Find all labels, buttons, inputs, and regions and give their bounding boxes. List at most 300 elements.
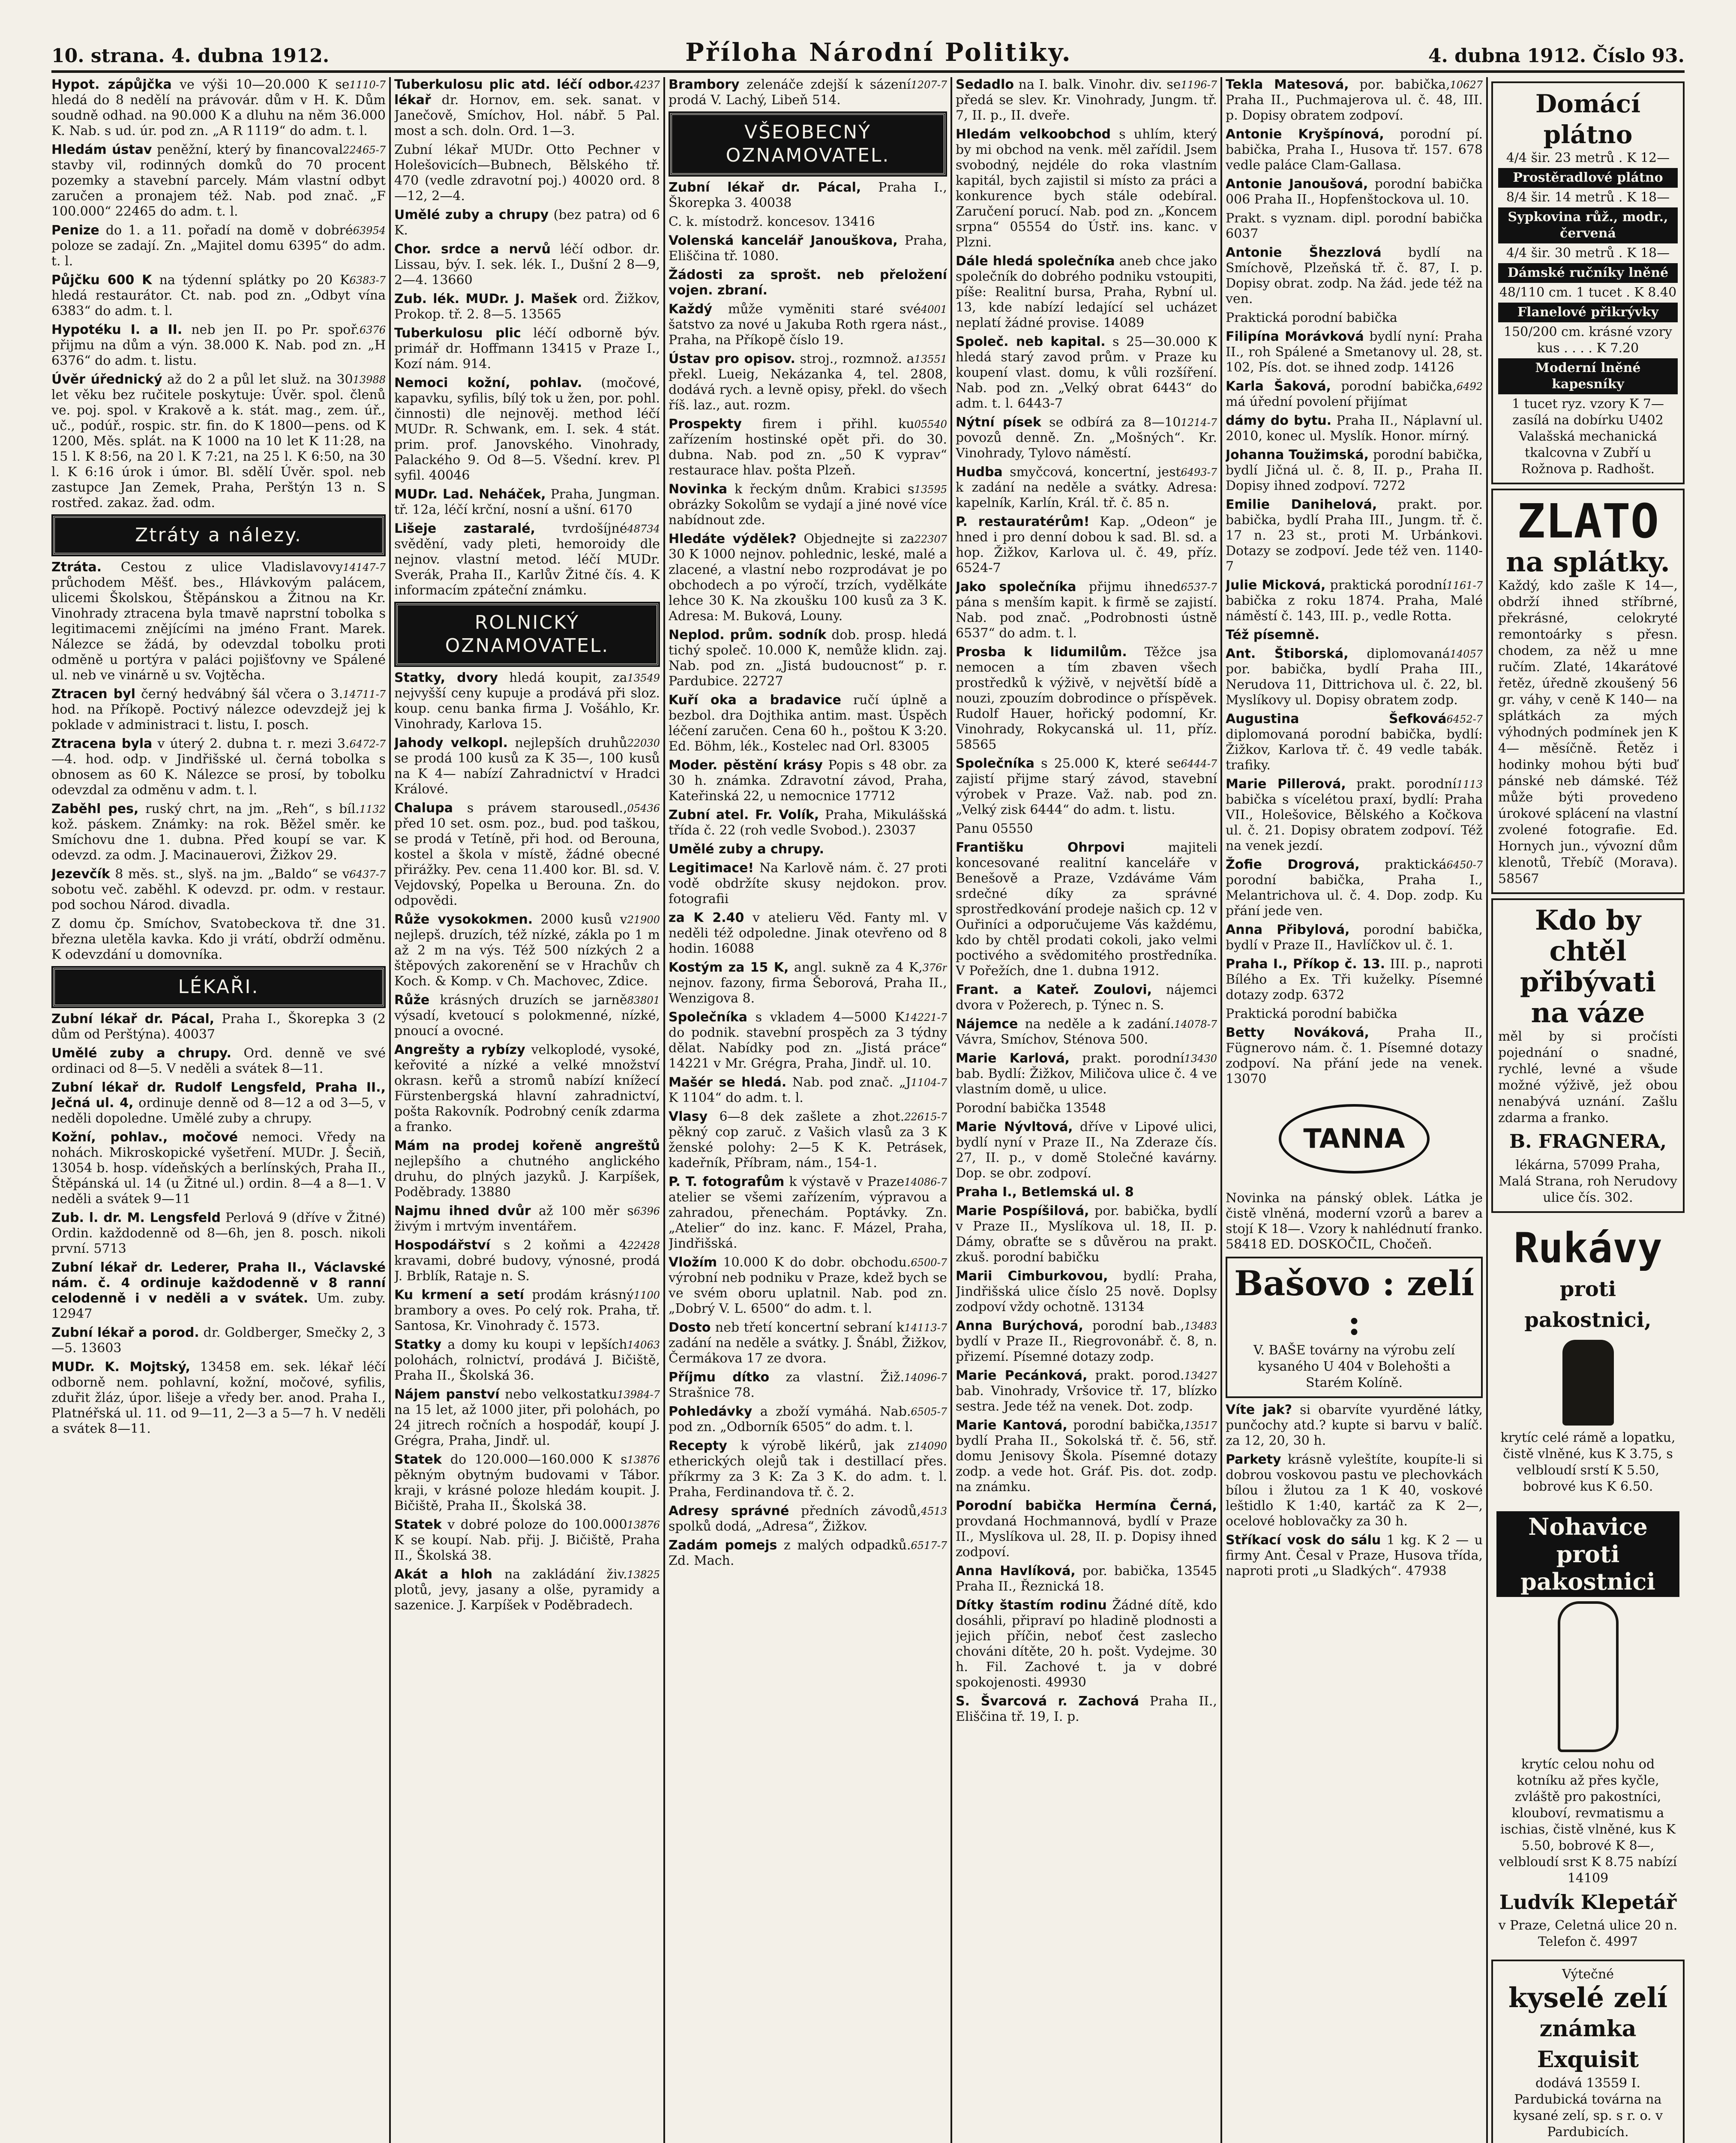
ad-code: 6500-7: [911, 1257, 947, 1269]
classified-ad: [51, 687, 386, 733]
ad-headline: S. Švarcová r. Zachová: [956, 1694, 1139, 1709]
issue-date-number: 4. dubna 1912. Číslo 93.: [1428, 45, 1685, 67]
ad-domaci-platno: [1491, 81, 1685, 484]
ad-body: porodní babička, má úřední povolení přijímat: [1226, 379, 1457, 409]
ad-body: s vkladem 4—5000 K do podnik. stavební prospěch za 3 týdny dělat. Nabídky pod zn. „Jistá práce“ 14221 v Mr. Grégra, Praha, Jindř. ul. 10.: [669, 1010, 947, 1071]
ad-headline: Najmu ihned dvůr: [394, 1204, 531, 1219]
classified-ad: [51, 77, 386, 139]
classified-ad: [669, 758, 947, 804]
ad-code: 13430: [1184, 1053, 1217, 1065]
page-number-date: 10. strana. 4. dubna 1912.: [51, 45, 330, 67]
ad-body: v dobré poloze do 100.000 K se koupí. Nab. přij. J. Bičiště, Praha II., Školská 38.: [394, 1517, 660, 1563]
ad-subtitle: proti pakostnici,: [1524, 1277, 1652, 1332]
classified-ad: [1226, 578, 1483, 624]
classified-ad: [669, 693, 947, 754]
ad-headline: Statky: [394, 1337, 442, 1352]
section-heading-rolnicky: ROLNICKÝ OZNAMOVATEL.: [396, 603, 658, 665]
ad-body: léčí odbor. dr. Lissau, býv. I. sek. lék. I., Dušní 2 8—9, 2—4. 13660: [394, 242, 660, 288]
classified-ad: [669, 1255, 947, 1317]
ad-headline: Úvěr úřednický: [51, 372, 162, 387]
ad-body: neb třetí koncertní sebraní k zadání na neděle a svátky. J. Šnábl, Žižkov, Čermákova 17 ze dvora.: [669, 1320, 947, 1366]
classified-ad: [394, 207, 660, 238]
ad-headline: Praha I., Betlemská ul. 8: [956, 1185, 1134, 1200]
ad-line: Prostěradlové plátno: [1498, 168, 1678, 188]
classified-ad: [394, 1204, 660, 1234]
ad-headline: Betty Nováková,: [1226, 1025, 1370, 1040]
ad-code: 13825: [627, 1569, 660, 1581]
classified-ad: [51, 1011, 386, 1042]
ad-headline: Ztracena byla: [51, 736, 153, 751]
classified-ad: [1226, 310, 1483, 326]
classified-ad: [956, 840, 1217, 979]
ad-code: 14086-7: [904, 1176, 947, 1188]
ad-headline: Hledáte výdělek?: [669, 531, 797, 546]
ad-text: dodává 13559 I. Pardubická továrna na kysané zelí, sp. s r. o. v Pardubicích.: [1513, 2076, 1663, 2140]
ad-headline: Karla Šaková,: [1226, 379, 1331, 394]
ad-headline: Angrešty a rybízy: [394, 1042, 525, 1057]
ad-headline: Ztráta.: [51, 560, 102, 575]
classified-ad: [1226, 211, 1483, 242]
ad-code: 21900: [627, 914, 660, 926]
ad-body: Praha II., Náplavní ul. 2010, konec ul. Myslík. Honor. mírný.: [1226, 413, 1483, 444]
classified-ad: [956, 1051, 1217, 1097]
ad-headline: Porodní babička Hermína Černá,: [956, 1498, 1217, 1513]
ad-headline: Novinka: [669, 482, 728, 497]
ad-line: zasílá na dobírku U402: [1512, 413, 1664, 428]
ad-headline: Nemoci kožní, pohlav.: [394, 375, 582, 390]
ad-title: Rukávy: [1514, 1224, 1662, 1272]
ad-body: porodní babička, bydlí Praha II., Sokolská tř. č. 56, stř. domu Jenisovy Škola. Písemné dotazy zodp. a vede hot. Gráf. Pis. dot. zodp. na známku.: [956, 1418, 1217, 1495]
ad-headline: dámy do bytu.: [1226, 413, 1332, 428]
ad-body: Praha, Eliščina tř. 1080.: [669, 233, 947, 264]
column-1: [51, 77, 386, 2143]
classified-ad: [956, 1101, 1217, 1116]
classified-ad: [394, 993, 660, 1039]
ad-code: 6450-7: [1446, 859, 1483, 871]
classified-ad: [394, 1337, 660, 1384]
ad-headline: Statek: [394, 1452, 442, 1467]
ad-body: dr. Hornov, em. sek. sanat. v Janečově, Smíchov, Hol. nábř. 5 Pal. most a sch. doln. Ord. 1—3.: [394, 93, 660, 138]
ad-code: 14057: [1450, 648, 1483, 660]
ad-headline: Marii Cimburkovou,: [956, 1269, 1108, 1284]
classified-ad: [51, 1325, 386, 1356]
classified-ad: [394, 77, 660, 139]
ad-code: 22030: [627, 737, 660, 749]
ad-headline: Společ. neb kapital.: [956, 334, 1106, 349]
classified-ad: [669, 233, 947, 264]
ad-body: Praha I., Škorepka 3. 40038: [669, 180, 947, 210]
ad-body: prakt. por. babička, bydlí Praha III., Jungm. tř. č. 17 n. 23 st., proti M. Urbánkovi. Dotazy se zodpoví. Jede též ven. 1140-7: [1226, 497, 1483, 574]
classified-ad: [1226, 1402, 1483, 1449]
ad-title: kyselé zelí: [1508, 1982, 1668, 2014]
classified-ad: [669, 531, 947, 624]
classified-ad: [669, 1010, 947, 1072]
ad-body: s 25—30.000 K hledá starý zavod prům. v Praze ku koupení vlast. domu, k vůli rozšíření. Nab. pod zn. „Velký obrat 6443“ do adm. t. l. 6443-7: [956, 334, 1217, 411]
ad-headline: Zub. l. dr. M. Lengsfeld: [51, 1210, 221, 1225]
ad-code: 13876: [627, 1519, 660, 1531]
ad-code: 14090: [914, 1440, 947, 1452]
ad-text: krytíc celé rámě a lopatku, čistě vlněné, kus K 3.75, s velbloudí srstí K 5.50, bobrové kus K 6.50.: [1500, 1430, 1676, 1494]
classified-ad: [669, 180, 947, 211]
classified-ad: [956, 821, 1217, 837]
classified-ad: [394, 801, 660, 909]
ad-body: nejlepšího a chutného anglického druhu, do plných jazyků. J. Karpíšek, Poděbrady. 13880: [394, 1154, 660, 1200]
column-divider: [1486, 77, 1488, 2143]
classified-ad: [1226, 177, 1483, 207]
ad-body: na neděle a k zadání. Vávra, Smíchov, Sténova 500.: [956, 1017, 1175, 1047]
ad-code: 13551: [914, 353, 947, 365]
ad-headline: Nájem panství: [394, 1387, 500, 1402]
classified-ad: [669, 1174, 947, 1252]
ad-headline: Jako společníka: [956, 579, 1076, 594]
ad-headline: Sedadlo: [956, 77, 1014, 92]
ad-headline: Kuří oka a bradavice: [669, 693, 841, 708]
classified-ad: [394, 142, 660, 204]
ad-body: Praha II., Fügnerovo nám. č. 1. Písemné dotazy zodpoví. Na přání jede na venek. 13070: [1226, 1025, 1483, 1087]
ad-code: 83801: [627, 994, 660, 1006]
ad-body: k výstavě v Praze atelier se všemi zařízením, výpravou a zahradou, přenechám. Poptávky. Zn. „Atelier“ do inz. kanc. F. Mázel, Praha, Jindřišská.: [669, 1174, 947, 1251]
classified-ad: [394, 326, 660, 372]
ad-firm: B. FRAGNERA,: [1509, 1131, 1667, 1153]
classified-ad: [669, 1075, 947, 1106]
ad-body: Žádné dítě, kdo dosáhli, připraví po hladině plodnosti a jejich příčin, neboť čest zaslecho chováni dítěte, 20 h. pošt. Vydejme. 30 h. Fil. Zachové t. ja v dobré spokojenosti. 49930: [956, 1598, 1217, 1690]
ad-code: 14063: [627, 1339, 660, 1351]
ad-body: ord. Žižkov, Prokop. tř. 2. 8—5. 13565: [394, 291, 660, 322]
ad-code: 14096-7: [904, 1372, 947, 1384]
classified-ad: [394, 242, 660, 288]
classified-ad: [51, 1046, 386, 1077]
ad-body: Nab. pod znač. „J K 1104“ do adm. t. l.: [669, 1075, 911, 1105]
ad-headline: Dosto: [669, 1320, 711, 1335]
ad-code: 13483: [1184, 1320, 1217, 1332]
classified-ad: [956, 415, 1217, 461]
ad-headline: Lišeje zastaralé,: [394, 521, 535, 536]
ad-headline: Chor. srdce a nervů: [394, 242, 551, 257]
ad-headline: Anna Burýchová,: [956, 1318, 1083, 1333]
classified-ad: [956, 1318, 1217, 1365]
ad-headline: Anna Přibylová,: [1226, 922, 1350, 937]
ad-body: až do 2 a půl let služ. na 30 let věku bez ručitele poskytuje: Úvěr. spol. členů ve. poj. spol. v Krakově a k. stát. mag., zem. úř., uč., podúř., rospic. str. fin. do K 1800—pens. od K 1200, Měs. splát. na K 1000 na 10 let K 11:28, na 15 l. K 8:56, na 20 l. K 7:21, na 25 l. K 6:50, na 30 l. K 6:16 úrok i úmor. Bl. sdělí Úvěr. spol. neb zastupce Jan Zemek, Praha, Perštýn 13 n. S rostřed. zakaz. žad. odm.: [51, 372, 386, 510]
ad-headline: Ztracen byl: [51, 687, 136, 702]
ad-headline: Julie Micková,: [1226, 578, 1326, 593]
ad-text: Každý, kdo zašle K 14—, obdrží ihned stříbrné, překrásné, celokryté remontoárky s přesn. chodem, za něž u mne ručím. Zlaté, 14karátové řetěz, úředně zkoušený 56 gr. váhy, v ceně K 140— na splátkách za mých výhodných podmínek jen K 4— měsíčně. Řetěz i hodinky mohou býti buď pánské neb dámské. Též může býti provedeno úrokové splácení na vlastní zvolené fotografie. Ed. Hornych jun., vývozní dům klenotů, Třebíč (Morava). 58567: [1498, 578, 1678, 886]
ad-body: porodní babička, bydlí Jičná ul. č. 8, II. p., Praha II. Dopisy ihned zodpoví. 7272: [1226, 447, 1483, 493]
classified-ad: [1226, 413, 1483, 444]
ad-body: dr. Goldberger, Smečky 2, 3—5. 13603: [51, 1325, 386, 1356]
ad-headline: P. T. fotografům: [669, 1174, 785, 1189]
column-divider: [950, 77, 952, 2143]
ad-body: na I. balk. Vinohr. div. se předá se slev. Kr. Vinohrady, Jungm. tř. 7, II. p., II. dveře.: [956, 77, 1217, 123]
ad-headline: Frant. a Kateř. Zoulovi,: [956, 982, 1152, 997]
classified-ad: [956, 1368, 1217, 1414]
ad-code: 05436: [627, 802, 660, 814]
ad-line: Valašská mechanická tkalcovna v Zubří u Rožnova p. Radhošt.: [1519, 429, 1657, 477]
ad-body: firem i přihl. ku zařízením hostinské opět při. do 30. dubna. Nab. pod zn. „50 K vyprav“ restaurace hlav. pošta Plzeň.: [669, 417, 947, 478]
ad-body: Na Karlově nám. č. 27 proti vodě obdržíte skusy nejdokon. prov. fotografii: [669, 861, 947, 906]
ad-headline: Nájemce: [956, 1017, 1018, 1032]
classified-ad: [956, 1418, 1217, 1495]
ad-headline: za K 2.40: [669, 910, 744, 925]
ad-code: 6452-7: [1446, 713, 1483, 725]
classified-ad: [1226, 379, 1483, 410]
ad-body: tvrdošíjné svědění, vady pleti, hemoroidy dle nejnov. vlastní metod. léčí MUDr. Sverák, Praha II., Karlův Žitné čís. 4. K informacím zpáteční známku.: [394, 521, 660, 598]
classified-ad: [669, 1320, 947, 1366]
classified-ad: [956, 1204, 1217, 1265]
ad-headline: Emilie Danihelová,: [1226, 497, 1377, 512]
ad-body: III. p., naproti Bílého a Ex. Tři kuželky. Písemné dotazy zodp. 6372: [1226, 957, 1483, 1002]
ad-text: krytíc celou nohu od kotníku až přes kyčle, zvláště pro pakostníci, klouboví, revmatismu a ischias, čistě vlněné, kus K 5.50, bobrové K 8—, velbloudí srst K 8.75 nabízí 14109: [1499, 1757, 1677, 1886]
ad-headline: Hledám velkoobchod: [956, 127, 1111, 142]
ad-code: 14147-7: [343, 561, 386, 573]
newspaper-page: [51, 77, 1685, 2143]
ad-headline: Růže vysokokmen.: [394, 912, 533, 927]
ad-body: aneb chce jako společník do dobrého podniku vstoupiti, píše: Realitní bursa, Praha, Rybní ul. 13, kde nabízí ledající sel ucházet neplatí žádné provise. 14089: [956, 254, 1217, 330]
ad-body: hledá koupit, za nejvyšší ceny kupuje a prodává při sloz. koup. cenu banka firma J. Vošáhlo, Kr. Vinohrady, Karlova 15.: [394, 670, 660, 732]
ad-headline: Zubní atel. Fr. Volík,: [669, 807, 819, 822]
ad-code: 6492: [1456, 381, 1483, 393]
ad-headline: Žádosti za sprošt. neb přeložení vojen. zbraní.: [669, 267, 947, 298]
classified-ad: [51, 1260, 386, 1322]
ad-body: a domy ku koupi v lepších polohách, rolnictví, prodává J. Bičiště, Praha II., Školská 36.: [394, 1337, 660, 1383]
ad-code: 6376: [359, 324, 386, 336]
ad-headline: Marie Kantová,: [956, 1418, 1067, 1433]
ad-body: velkoplodé, vysoké, keřovité a nízké a velké množství okrasn. keřů a stromů nabízí knížecí Fürstenbergská hlavní zahradnictví, pošta Rakovník. Podrobný ceník zdarma a franko.: [394, 1042, 660, 1135]
ad-body: diplomovaná porodní babička, bydlí: Žižkov, Karlova tř. č. 49 vedle tabák. trafiky.: [1226, 727, 1483, 773]
ad-body: 1 kg. K 2 — u firmy Ant. Česal v Praze, Husova třída, naproti proti „u Sladkých“. 47938: [1226, 1533, 1483, 1579]
ad-code: 6444-7: [1181, 758, 1217, 770]
ad-headline: Marie Nývltová,: [956, 1120, 1073, 1135]
ad-body: Zubní lékař MUDr. Otto Pechner v Holešovicích—Bubnech, Bělského tř. 470 (vedle zdravotní poj.) 40020 ord. 8—12, 2—4.: [394, 142, 660, 204]
ad-code: 1110-7: [349, 79, 386, 91]
ad-body: (bez patra) od 6 K.: [394, 207, 660, 238]
ad-headline: Akát a hloh: [394, 1567, 493, 1582]
ad-headline: Vložím: [669, 1255, 717, 1270]
ad-code: 13876: [627, 1454, 660, 1466]
ad-code: 13517: [1184, 1420, 1217, 1432]
column-4: [956, 77, 1217, 2143]
classified-ad: [1226, 857, 1483, 919]
classified-ad: [956, 514, 1217, 576]
ad-body: si obarvíte vyurděné látky, punčochy atd.? kupte si barvu v balíč. za 12, 20, 30 h.: [1226, 1402, 1483, 1448]
classified-ad: [1226, 1025, 1483, 1087]
page-header: [51, 24, 1685, 73]
ad-headline: Nýtní písek: [956, 415, 1041, 430]
ad-code: 1132: [359, 803, 386, 815]
classified-ad: [669, 267, 947, 298]
ad-body: krásných druzích se jarně výsadí, kvetoucí s polokmenné, nízké, pnoucí a ovocné.: [394, 993, 660, 1038]
ad-body: nebo velkostatku na 15 let, až 1000 jiter, při polohách, po 24 jitrech ročních a hospodář, koupí J. Grégra, Praha, Jindř. ul.: [394, 1387, 660, 1448]
ad-code: 6505-7: [911, 1406, 947, 1418]
ad-headline: Mám na prodej kořeně angreštů: [394, 1138, 660, 1153]
ad-body: 13458 em. sek. lékař léčí odborně nem. pohlavní, kožní, močové, syfilis, zduřit žláz, úpor. lišeje a vředy ber. anod. Praha I., Platnéřská ul. 11. od 9—11, 2—3 a 5—7 h. V neděli a svátek 8—11.: [51, 1360, 386, 1436]
ad-body: na týdenní splátky po 20 K hledá restaurátor. Ct. nab. pod zn. „Odbyt vína 6383“ do adm. t. l.: [51, 273, 386, 318]
ad-body: stroj., rozmnož. a překl. Lueig, Nekázanka 4, tel. 2808, dodává rych. a levně opisy, překl. do všech říš. laz., aut. rozm.: [669, 351, 947, 413]
ad-headline: Marie Pillerová,: [1226, 777, 1346, 792]
ad-code: 13427: [1184, 1370, 1217, 1382]
ad-headline: Víte jak?: [1226, 1402, 1292, 1417]
ad-code: 4001: [920, 303, 947, 315]
ad-headline: Statek: [394, 1517, 442, 1532]
ad-line: Moderní lněné kapesníky: [1498, 358, 1678, 394]
ad-headline: Adresy správné: [669, 1504, 789, 1519]
classified-ad: [669, 910, 947, 957]
ad-headline: Františku Ohrpovi: [956, 840, 1125, 855]
classified-ad: [956, 465, 1217, 511]
ad-body: nejlepších druhů se prodá 100 kusů za K 35—, 100 kusů na K 4— nabízí Zahradnictví v Hradci Králové.: [394, 735, 660, 797]
ad-code: 6537-7: [1181, 581, 1217, 593]
classified-ad: [1226, 922, 1483, 953]
ad-body: praktická porodní babička z roku 1874. Praha, Malé náměstí č. 143, III. p., vedle Rotta.: [1226, 578, 1483, 624]
classified-ad: [51, 916, 386, 963]
classified-ad: [394, 1288, 660, 1334]
ad-body: do 1. a 11. pořadí na domě v dobré poloze se zadají. Zn. „Majitel domu 6395“ do adm. t. l.: [51, 223, 386, 269]
classified-ad: [669, 960, 947, 1006]
classified-ad: [669, 302, 947, 348]
ad-body: předních závodů, spolků dodá, „Adresa“, Žižkov.: [669, 1504, 921, 1534]
classified-ad: [956, 1694, 1217, 1725]
classified-ad: [669, 482, 947, 528]
classified-ad: [669, 351, 947, 413]
ad-body: Praktická porodní babička: [1226, 310, 1397, 325]
ad-nohavice: [1491, 1504, 1685, 1955]
ad-body: bydlí nyní: Praha II., roh Spálené a Smetanovy ul. 28, st. 102, Pís. dot. se ihned zodp. 14126: [1226, 329, 1483, 375]
ad-subtitle: známka Exquisit: [1537, 2016, 1639, 2073]
classified-ad: [669, 1504, 947, 1534]
ad-text: měl by si pročísti pojednání o snadné, rychlé, levné a všude možné výživě, jež obou nenabývá uznání. Zašlu zdarma a franko.: [1498, 1029, 1678, 1126]
ad-headline: Legitimace!: [669, 861, 754, 876]
ad-line: 48/110 cm. 1 tucet . K 8.40: [1499, 285, 1677, 300]
ad-body: Cestou z ulice Vladislavovy průchodem Měšť. bes., Hlávkovým palácem, ulicemi Školskou, Štěpánskou a Žitnou na Kr. Vinohrady ztracena byla tmavě naprstní tobolka s legitimacemi znějícími na jméno Frant. Marek. Nálezce se žádá, by odevzdal tobolku proti odměně u portýra v paláci pojišťovny ve Spálené ul. neb ve vinárně u sv. Vojtěcha.: [51, 560, 386, 683]
classified-ad: [956, 579, 1217, 641]
ad-body: C. k. místodrž. koncesov. 13416: [669, 214, 875, 229]
ad-body: krásně vyleštíte, koupíte-li si dobrou voskovou pastu ve plechovkách bílou i žlutou za 1 K 40, voskové leštidlo K 1:40, kartáč za K 2—, ocelové hoblovačky za 30 h.: [1226, 1452, 1483, 1529]
ad-headline: Žofie Drogrová,: [1226, 857, 1360, 872]
classified-ad: [51, 223, 386, 269]
display-ad: [1226, 1257, 1483, 1398]
ad-headline: MUDr. Lad. Neháček,: [394, 487, 546, 502]
classified-ad: [51, 736, 386, 798]
ad-headline: Praha I., Příkop č. 13.: [1226, 957, 1385, 972]
ad-title: ZLATO: [1517, 494, 1659, 549]
ad-headline: Zubní lékař a porod.: [51, 1325, 199, 1340]
leg-warmer-illustration: [1558, 1601, 1619, 1752]
classified-ad: [394, 1567, 660, 1613]
classified-ad: [669, 1370, 947, 1401]
classified-ad: [1226, 627, 1483, 643]
column-3: [669, 77, 947, 2143]
ad-body: Perlová 9 (dříve v Žitné) Ordin. každodenně od 8—6h, jen 8. posch. nikoli první. 5713: [51, 1210, 386, 1256]
ad-code: 1196-7: [1181, 79, 1217, 91]
ad-headline: Mašér se hledá.: [669, 1075, 787, 1090]
ad-body: přijmu ihned pána s menším kapit. k firmě se zajistí. Nab. pod znač. „Podrobnosti ústně 6537“ do adm. t. l.: [956, 579, 1217, 641]
ad-code: 14113-7: [904, 1322, 947, 1334]
ad-headline: Též písemně.: [1226, 627, 1320, 642]
ad-headline: Chalupa: [394, 801, 453, 816]
ad-body: diplomovaná por. babička, bydlí Praha III., Nerudova 11, Dittrichova ul. č. 22, bl. Myslíkovy ul. Dopisy obratem zodp.: [1226, 646, 1483, 708]
classified-ad: [1226, 127, 1483, 173]
ad-body: Praha I., Škorepka 3 (2 dům od Perštýna). 40037: [51, 1011, 386, 1042]
ad-body: Ord. denně ve své ordinaci od 8—5. V neděli a svátek 8—11.: [51, 1046, 386, 1076]
ad-line: 1 tucet ryz. vzory K 7—: [1512, 396, 1664, 411]
classified-ad: [394, 1238, 660, 1284]
ad-body: Praktická porodní babička: [1226, 1006, 1397, 1021]
ad-body: a zboží vymáhá. Nab. pod zn. „Odborník 6505“ do adm. t. l.: [669, 1404, 913, 1435]
ad-headline: Antonie Kryšpínová,: [1226, 127, 1384, 142]
ad-line: Sypkovina růž., modr., červená: [1498, 207, 1678, 243]
column-divider: [389, 77, 391, 2143]
ad-code: 05540: [914, 418, 947, 430]
classified-ad: [394, 1042, 660, 1135]
classified-ad: [394, 670, 660, 732]
ad-body: praktická porodní babička, Praha I., Melantrichova ul. č. 4. Dop. zodp. Ku přání jede ven.: [1226, 857, 1483, 918]
ad-body: ordinuje denně od 8—12 a od 3—5, v neděli dopoledne. Umělé zuby a chrupy.: [51, 1096, 386, 1126]
ad-code: 13984-7: [617, 1389, 660, 1401]
classified-ad: [1226, 1452, 1483, 1529]
classified-ad: [51, 142, 386, 219]
classified-ad: [669, 1404, 947, 1435]
ad-headline: Umělé zuby a chrupy: [394, 207, 549, 222]
ad-body: Z domu čp. Smíchov, Svatobeckova tř. dne 31. března uletěla kavka. Kdo ji vrátí, obdrží odměnu. K odevzdání u domovníka.: [51, 916, 386, 962]
ad-headline: Příjmu dítko: [669, 1370, 770, 1385]
ad-body: až 100 měr s živým i mrtvým inventářem.: [394, 1204, 634, 1234]
classified-ad: [669, 861, 947, 907]
ad-pribyvati-na-vaze: [1491, 898, 1685, 1213]
ad-code: 1104-7: [911, 1077, 947, 1089]
column-divider: [1220, 77, 1222, 2143]
ad-body: 10.000 K do dobr. obchodu. výrobní neb podniku v Praze, kdež bych se ve svém oboru uplatnil. Nab. pod zn. „Dobrý V. L. 6500“ do adm. t. l.: [669, 1255, 947, 1316]
ad-body: v úterý 2. dubna t. r. mezi 3.—4. hod. odp. v Jindřišské ul. černá tobolka s obnosem as 60 K. Nálezce se prosí, by tobolku odevzdal za odměnu v adm. t. l.: [51, 736, 386, 798]
ad-body: s uhlím, který by mi obchod na venk. měl zařídil. Jsem svobodný, nejdéle do roka vlastním kapitál, bych zajistil si místo za práci a konkurence bych stále odebíral. Zaručení porucí. Nab. pod zn. „Koncem srpna“ 05554 do Ústř. ins. kanc. v Plzni.: [956, 127, 1217, 250]
ad-body: smyčcová, koncertní, jest k zadání na neděle a svátky. Adresa: kapelník, Karlín, Král. tř. č. 85 n.: [956, 465, 1217, 510]
classified-ad: [669, 842, 947, 857]
ad-headline: Neplod. prům. sodník: [669, 627, 827, 642]
ad-body: (močové, kapavku, syfilis, bílý tok u žen, por. pohl. činnosti) dle nejnověj. method léčí MUDr. R. Schwank, em. I. sek. 4 stát. prim. prof. Janovského. Vinohrady, Palackého 9. Od 8—5. Všední. krev. Pl syfil. 40046: [394, 375, 660, 483]
ad-body: peněžní, který by financoval stavby vil, rodinných domků do 70 procent pozemky a stavební parcely. Mám vlastní odbyt zaručen a pronajem též. Nab. pod znač. „F 100.000“ 22465 do adm. t. l.: [51, 142, 386, 219]
ad-body: na zakládání živ. plotů, jevy, jasany a olše, pyramidy a sazenice. J. Karpíšek v Poděbradech.: [394, 1567, 660, 1613]
ad-zlato: [1491, 489, 1685, 894]
ad-headline: Kožní, pohlav., močové: [51, 1130, 238, 1145]
column-divider: [663, 77, 665, 2143]
classified-ad: [51, 1130, 386, 1207]
classified-ad: [1226, 711, 1483, 773]
classified-ad: [956, 1269, 1217, 1315]
ad-body: ve výši 10—20.000 K se hledá do 8 nedělí na právovár. dům v H. K. Dům soudně odhad. na 90.000 K a dluhu na něm 36.000 K. Nab. s ud. úr. pod zn. „A R 1119“ do adm. t. l.: [51, 77, 386, 138]
ad-body: neb jen II. po Pr. spoř. přijmu na dům a výn. 38.000 K. Nab. pod zn. „H 6376“ do adm. t. listu.: [51, 322, 386, 368]
ad-headline: Volenská kancelář Janouškova,: [669, 233, 898, 248]
column-2: [394, 77, 660, 2143]
ad-headline: Hudba: [956, 465, 1003, 480]
ad-line: 4/4 šir. 23 metrů . K 12—: [1506, 150, 1670, 165]
ad-headline: Hypotéku I. a II.: [51, 322, 183, 337]
ad-body: Praha, Mikulášská třída č. 22 (roh vedle Svobod.). 23037: [669, 807, 947, 838]
section-heading-ztraty: Ztráty a nálezy.: [53, 516, 384, 555]
ad-headline: Statky, dvory: [394, 670, 498, 685]
classified-ad: [51, 1360, 386, 1437]
ad-body: Um. zuby. 12947: [51, 1291, 386, 1321]
classified-ad: [1226, 957, 1483, 1003]
classified-ad: [669, 77, 947, 108]
ad-code: 14711-7: [343, 688, 386, 700]
classified-ad: [1226, 1533, 1483, 1579]
ad-tanna-logo: TANNA: [1279, 1104, 1430, 1174]
ad-line: Dámské ručníky lněné: [1498, 263, 1678, 283]
ad-code: 6493-7: [1181, 466, 1217, 478]
ad-body: majiteli koncesované realitní kanceláře v Benešově a Praze, Vzdáváme Vám srdečné díky za správné sprostředkování prodeje našich cp. 12 v Ouřiníci a odporučujeme Vás každému, kdo by chtěl prodati cokoli, jako velmi poctivého a svědomitého prostředníka. V Pořežích, dne 1. dubna 1912.: [956, 840, 1217, 978]
ad-pretitle: Výtečné: [1562, 1967, 1614, 1982]
ad-headline: Augustina Šefková: [1226, 711, 1447, 726]
ad-headline: Dále hledá společníka: [956, 254, 1115, 269]
ad-body: Praha, Jungman. tř. 12a, léčí krční, nosní a ušní. 6170: [394, 487, 660, 517]
